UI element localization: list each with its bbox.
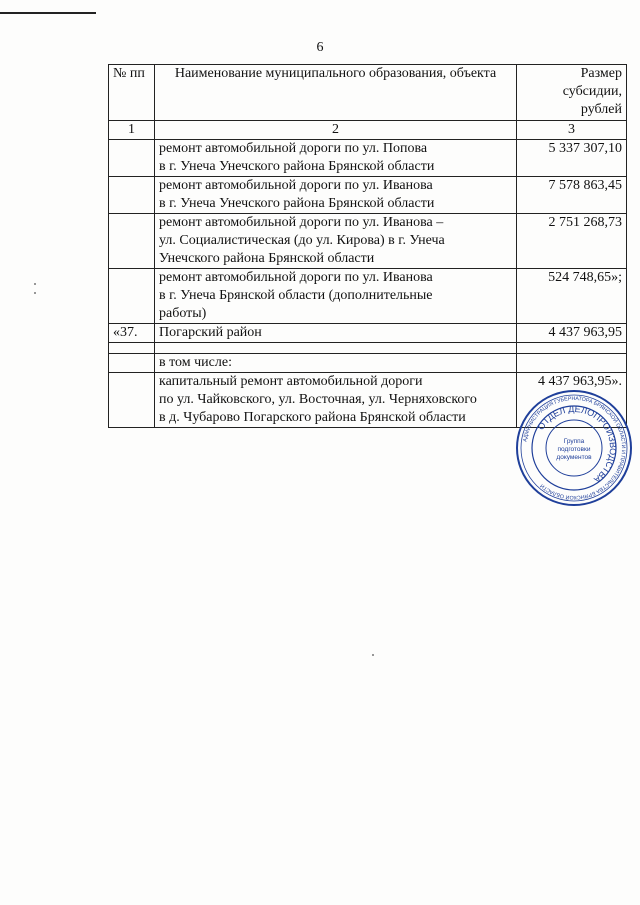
scan-speck bbox=[34, 292, 36, 294]
subsidy-amount: 4 437 963,95 bbox=[517, 324, 627, 343]
stamp-outer-text: АДМИНИСТРАЦИЯ ГУБЕРНАТОРА БРЯНСКОЙ ОБЛАСТИ И ПРАВИТЕЛЬСТВА БРЯНСКОЙ ОБЛАСТИ bbox=[522, 395, 627, 501]
header-name: Наименование муниципального образования, объекта bbox=[155, 65, 517, 121]
column-number: 3 bbox=[517, 121, 627, 140]
table-row bbox=[109, 269, 627, 324]
row-number bbox=[109, 140, 155, 177]
row-number bbox=[109, 177, 155, 214]
object-name: капитальный ремонт автомобильной дороги по ул. Чайковского, ул. Восточная, ул. Черняховского в д. Чубарово Погарского района Брянской области bbox=[155, 373, 517, 428]
stamp-seal bbox=[514, 388, 634, 508]
top-rule-line bbox=[0, 12, 96, 14]
object-name: ремонт автомобильной дороги по ул. Иванова в г. Унеча Унечского района Брянской области bbox=[155, 177, 517, 214]
official-stamp bbox=[514, 388, 634, 508]
stamp-center-line: подготовки bbox=[557, 446, 591, 453]
subsidy-amount: 5 337 307,10 bbox=[517, 140, 627, 177]
table-row bbox=[109, 324, 627, 343]
subsidy-table bbox=[108, 64, 627, 428]
object-name: ремонт автомобильной дороги по ул. Иванова в г. Унеча Брянской области (дополнительные работы) bbox=[155, 269, 517, 324]
table-row-blank bbox=[109, 343, 627, 354]
stamp-center-line: документов bbox=[556, 454, 592, 461]
stamp-inner-text: ОТДЕЛ ДЕЛОПРОИЗВОДСТВА bbox=[535, 403, 619, 485]
header-number: № пп bbox=[109, 65, 155, 121]
table-row bbox=[109, 140, 627, 177]
table-row bbox=[109, 177, 627, 214]
row-number bbox=[109, 373, 155, 428]
subsidy-amount: 7 578 863,45 bbox=[517, 177, 627, 214]
row-number bbox=[109, 354, 155, 373]
object-name bbox=[155, 343, 517, 354]
table-row bbox=[109, 214, 627, 269]
subsidy-amount bbox=[517, 343, 627, 354]
stamp-center-line: Группа bbox=[563, 438, 585, 445]
object-name: Погарский район bbox=[155, 324, 517, 343]
row-number bbox=[109, 214, 155, 269]
subsidy-amount bbox=[517, 354, 627, 373]
subsidy-amount: 2 751 268,73 bbox=[517, 214, 627, 269]
object-name: ремонт автомобильной дороги по ул. Иванова – ул. Социалистическая (до ул. Кирова) в г. Унеча Унечского района Брянской области bbox=[155, 214, 517, 269]
object-name: в том числе: bbox=[155, 354, 517, 373]
row-number bbox=[109, 269, 155, 324]
column-number: 1 bbox=[109, 121, 155, 140]
header-subsidy-size: Размер субсидии, рублей bbox=[517, 65, 627, 121]
subsidy-amount: 4 437 963,95». bbox=[517, 373, 627, 428]
subsidy-amount: 524 748,65»; bbox=[517, 269, 627, 324]
column-number-row bbox=[109, 121, 627, 140]
page-number: 6 bbox=[316, 40, 324, 55]
table-row bbox=[109, 354, 627, 373]
row-number bbox=[109, 343, 155, 354]
scan-speck bbox=[34, 283, 36, 285]
table-header-row bbox=[109, 65, 627, 121]
object-name: ремонт автомобильной дороги по ул. Попова в г. Унеча Унечского района Брянской области bbox=[155, 140, 517, 177]
row-number: «37. bbox=[109, 324, 155, 343]
scan-speck bbox=[372, 654, 374, 656]
column-number: 2 bbox=[155, 121, 517, 140]
